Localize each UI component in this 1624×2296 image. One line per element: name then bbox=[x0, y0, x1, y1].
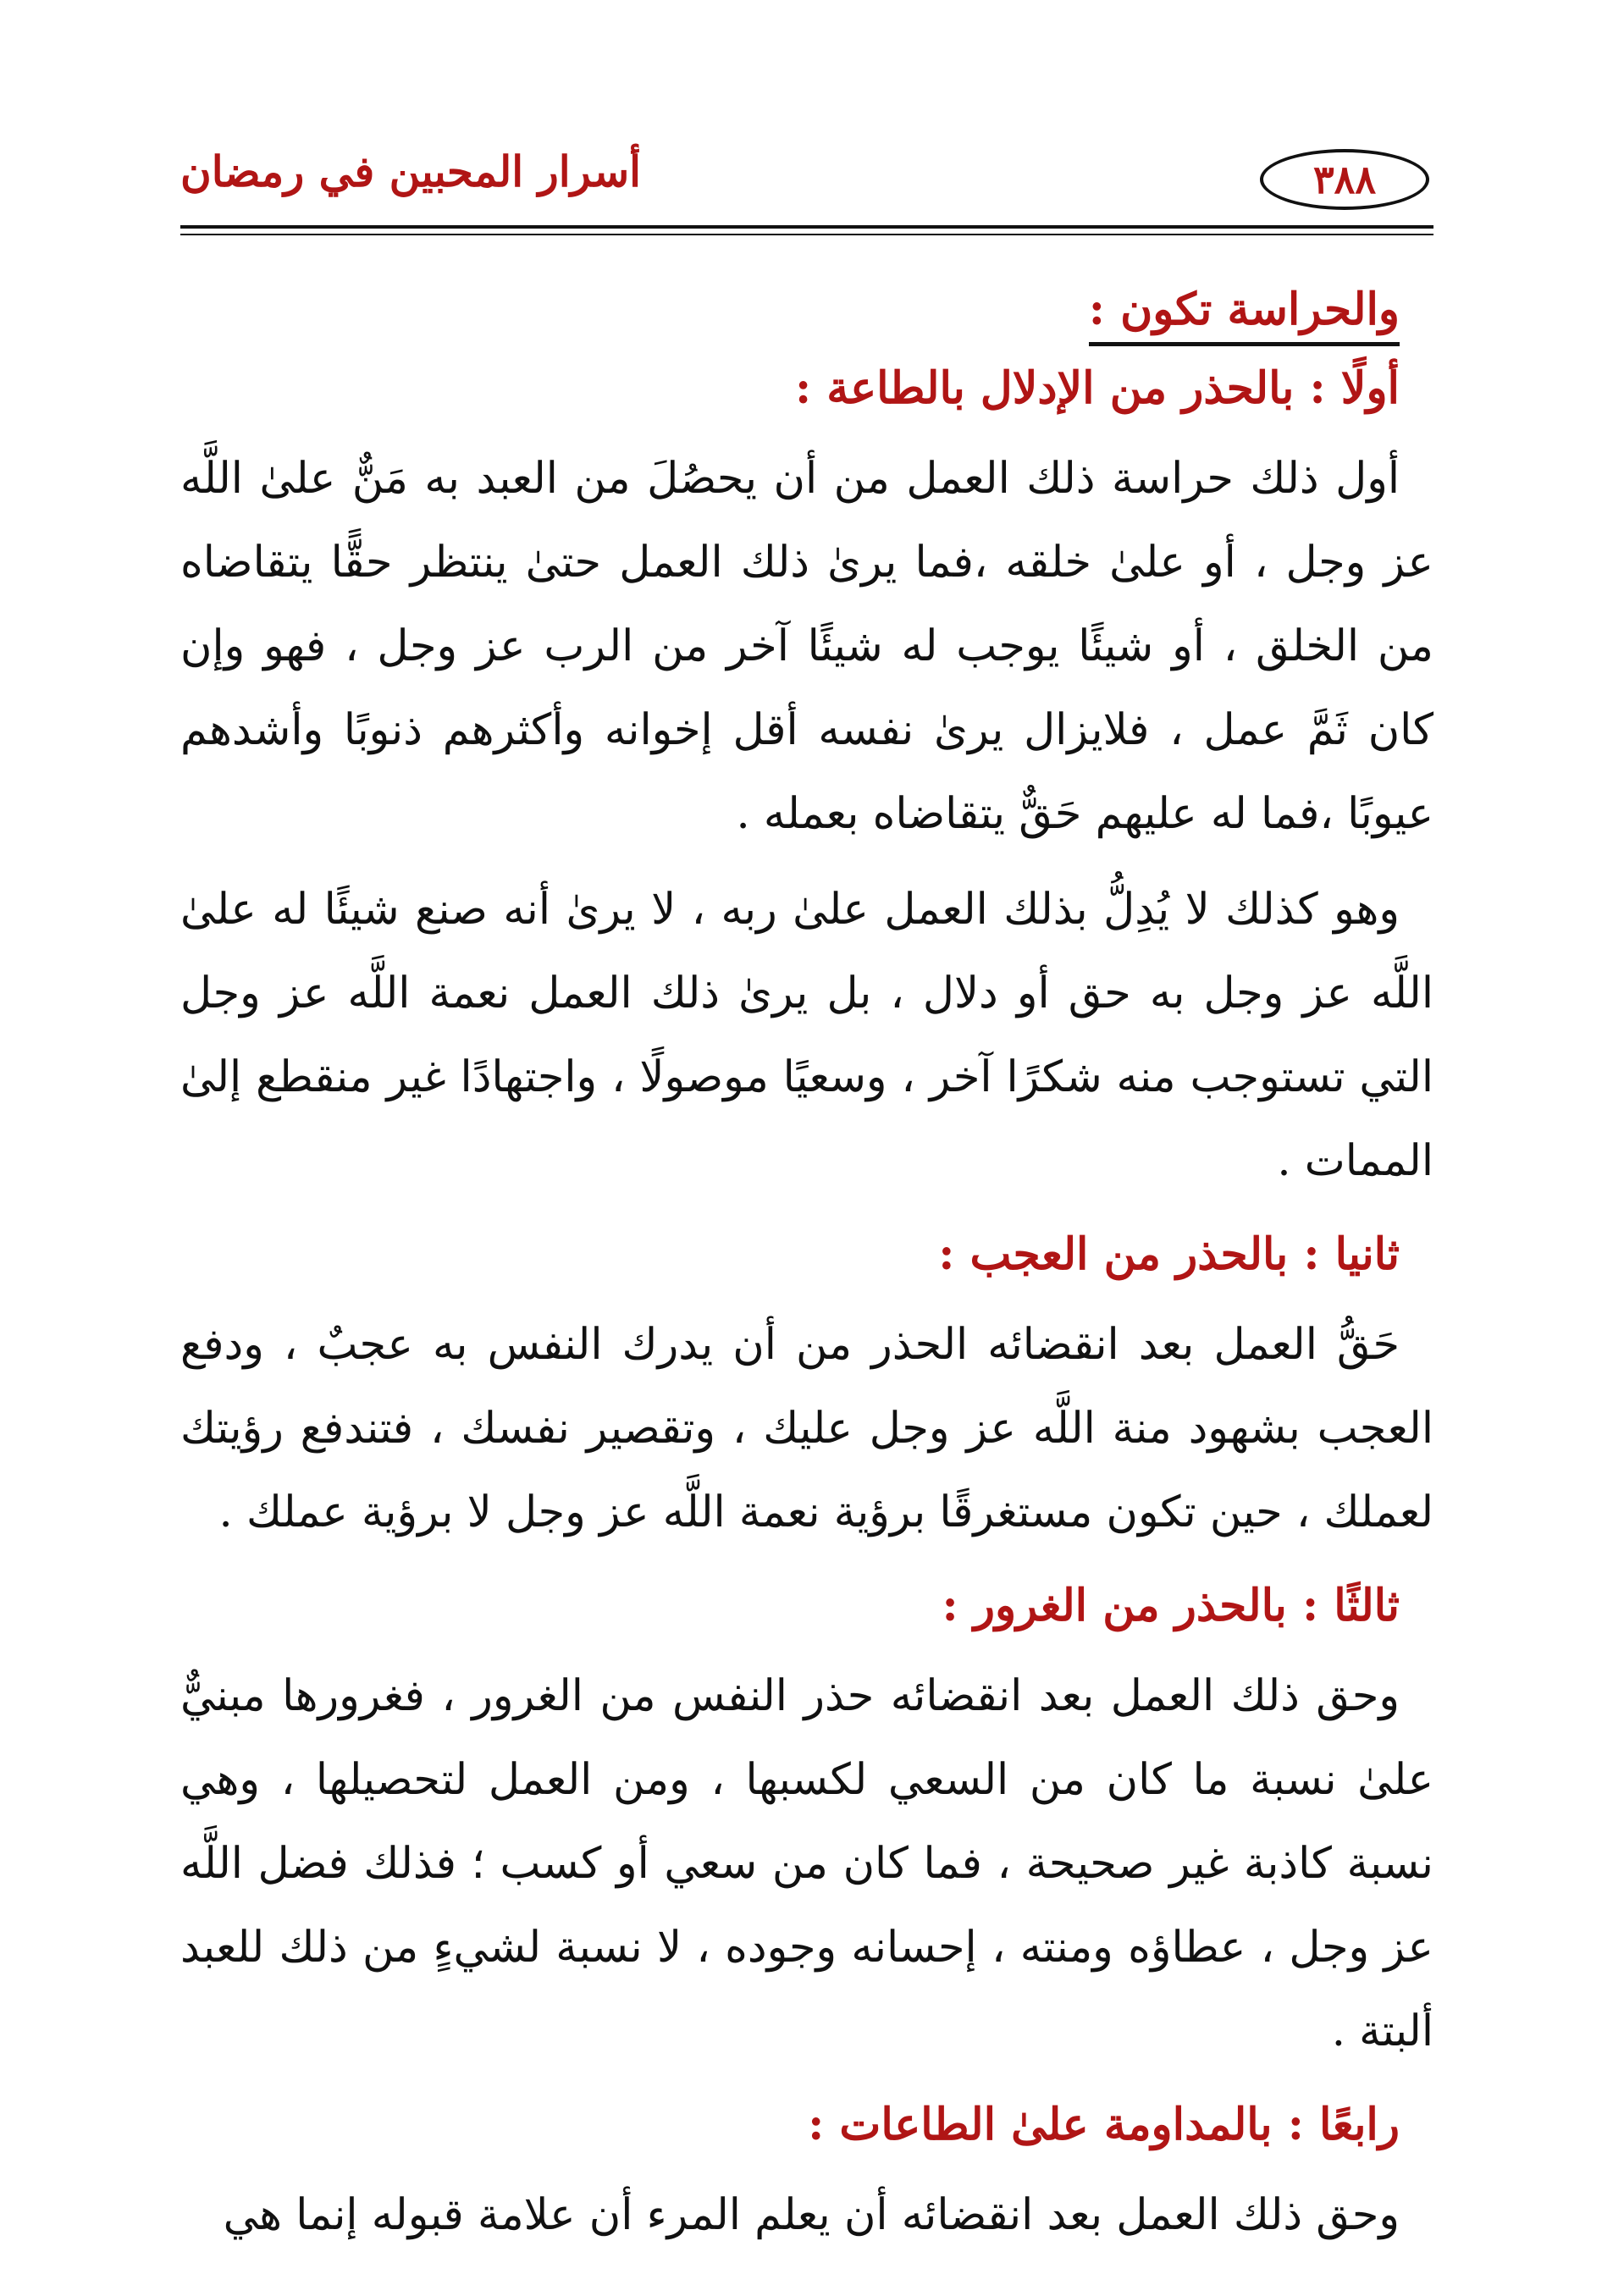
section-heading: أولًا : بالحذر من الإدلال بالطاعة : bbox=[794, 362, 1400, 414]
paragraph: وهو كذلك لا يُدِلُّ بذلك العمل علىٰ ربه ، لا يرىٰ أنه صنع شيئًا له علىٰ اللَّه عز وجل به حق أو دلال ، بل يرىٰ ذلك العمل نعمة اللَّه عز وجل التي تستوجب منه شكرًا آخر ، وسعيًا موصولًا ، واجتهادًا غير منقطع إلىٰ الممات . bbox=[180, 885, 1433, 1186]
header-rule-thin bbox=[180, 234, 1433, 235]
paragraph: حَقُّ العمل بعد انقضائه الحذر من أن يدرك النفس به عجبٌ ، ودفع العجب بشهود منة اللَّه عز وجل عليك ، وتقصير نفسك ، فتندفع رؤيتك لعملك ، حين تكون مستغرقًا برؤية نعمة اللَّه عز وجل لا برؤية عملك . bbox=[180, 1320, 1433, 1537]
section-heading: ثالثًا : بالحذر من الغرور : bbox=[942, 1580, 1400, 1631]
page-number: ٣٨٨ bbox=[1260, 149, 1429, 210]
paragraph: وحق ذلك العمل بعد انقضائه حذر النفس من الغرور ، فغرورها مبنيٌّ علىٰ نسبة ما كان من السعي لكسبها ، ومن العمل لتحصيلها ، وهي نسبة كاذبة غير صحيحة ، فما كان من سعي أو كسب ؛ فذلك فضل اللَّه عز وجل ، عطاؤه ومنته ، إحسانه وجوده ، لا نسبة لشيءٍ من ذلك للعبد ألبتة . bbox=[180, 1671, 1433, 2056]
section-heading: ثانيا : بالحذر من العجب : bbox=[938, 1228, 1400, 1280]
section-heading: رابعًا : بالمداومة علىٰ الطاعات : bbox=[808, 2099, 1400, 2150]
page-body bbox=[180, 279, 1433, 2269]
paragraph: وحق ذلك العمل بعد انقضائه أن يعلم المرء أن علامة قبوله إنما هي bbox=[223, 2190, 1400, 2240]
paragraph: أول ذلك حراسة ذلك العمل من أن يحصُلَ من العبد به مَنٌّ علىٰ اللَّه عز وجل ، أو علىٰ خلقه ،فما يرىٰ ذلك العمل حتىٰ ينتظر حقًّا يتقاضاه من الخلق ، أو شيئًا يوجب له شيئًا آخر من الرب عز وجل ، فهو وإن كان ثَمَّ عمل ، فلايزال يرىٰ نفسه أقل إخوانه وأكثرهم ذنوبًا وأشدهم عيوبًا ،فما له عليهم حَقٌّ يتقاضاه بعمله . bbox=[180, 454, 1433, 839]
intro-heading: والحراسة تكون : bbox=[1089, 279, 1400, 346]
running-title: أسرار المحبين في رمضان bbox=[180, 146, 641, 196]
intro-heading-wrap bbox=[180, 279, 1433, 352]
header-rule bbox=[180, 225, 1433, 229]
